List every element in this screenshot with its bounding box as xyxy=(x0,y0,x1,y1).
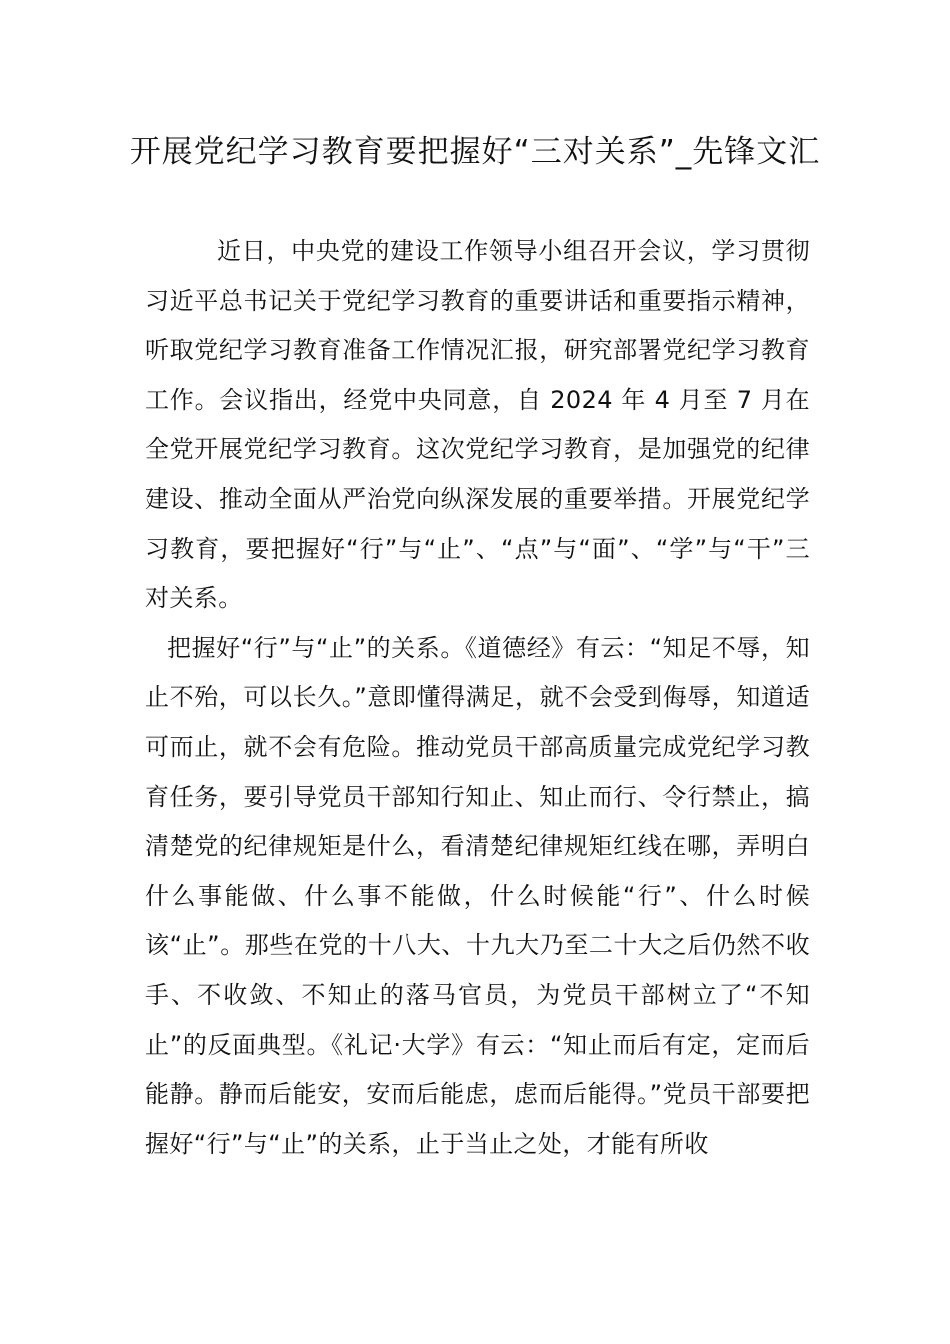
paragraph-xing-zhi: 把握好“行”与“止”的关系。《道德经》有云：“知足不辱，知止不殆，可以长久。”意即懂得满足，就不会受到侮辱，知道适可而止，就不会有危险。推动党员干部高质量完成党纪学习教育任务，要引导党员干部知行知止、知止而行、令行禁止，搞清楚党的纪律规矩是什么，看清楚纪律规矩红线在哪，弄明白什么事能做、什么事不能做，什么时候能“行”、什么时候该“止”。那些在党的十八大、十九大乃至二十大之后仍然不收手、不收敛、不知止的落马官员，为党员干部树立了“不知止”的反面典型。《礼记·大学》有云：“知止而后有定，定而后能静。静而后能安，安而后能虑，虑而后能得。”党员干部要把握好“行”与“止”的关系，止于当止之处，才能有所收 xyxy=(145,633,810,1158)
paragraph-intro: 近日，中央党的建设工作领导小组召开会议，学习贯彻习近平总书记关于党纪学习教育的重要讲话和重要指示精神，听取党纪学习教育准备工作情况汇报，研究部署党纪学习教育工作。会议指出，经党中央同意，自 2024 年 4 月至 7 月在全党开展党纪学习教育。这次党纪学习教育，是加强党的纪律建设、推动全面从严治党向纵深发展的重要举措。开展党纪学习教育，要把握好“行”与“止”、“点”与“面”、“学”与“干”三对关系。 xyxy=(145,237,810,613)
document-title: 开展党纪学习教育要把握好“三对关系”_先锋文汇 xyxy=(129,134,821,170)
document-body xyxy=(145,227,810,1169)
